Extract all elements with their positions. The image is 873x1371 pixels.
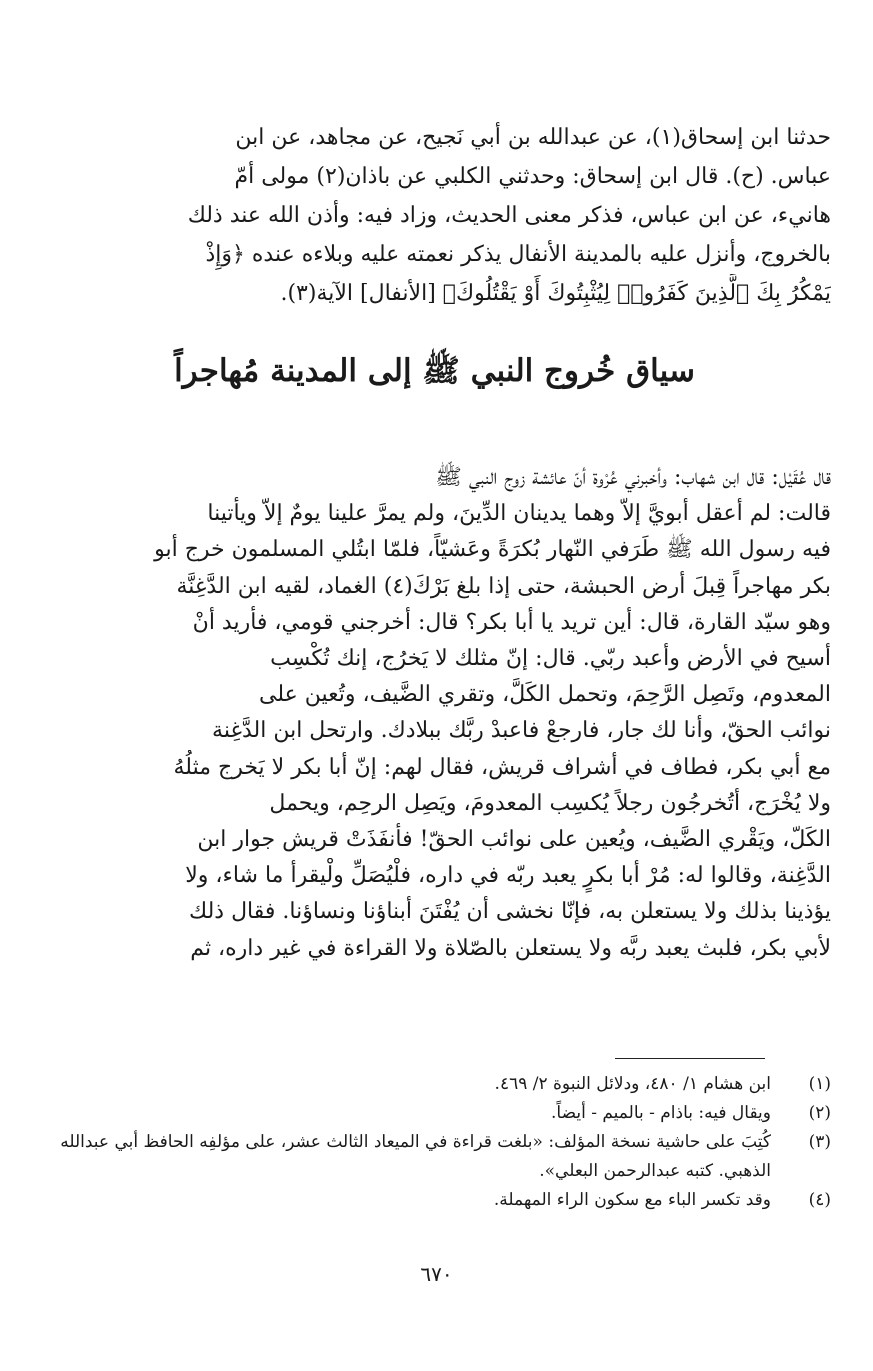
footnote-text: وقد تكسر الباء مع سكون الراء المهملة. (493, 1190, 771, 1210)
footnotes (60, 1070, 831, 1215)
text-line: عباس. (ح). قال ابن إسحاق: وحدثني الكلبي عن باذان(٢) مولى أمّ (234, 164, 831, 189)
text-line: ولا يُخْرَج، أتُخرجُون رجلاً يُكسِب المعدومَ، ويَصِل الرحِم، ويحمل (269, 790, 831, 816)
text-line: لأبي بكر، فلبث يعبد ربَّه ولا يستعلن بالصّلاة ولا القراءة في غير داره، ثم (190, 935, 831, 961)
footnote-item (60, 1186, 831, 1215)
text-line: يَمْكُرُ بِكَ ٱلَّذِينَ كَفَرُوا۟ لِيُثْبِتُوكَ أَوْ يَقْتُلُوكَ﴾ [الأنفال] الآية(٣). (280, 281, 831, 306)
text-line: قال عُقَيْل: قال ابن شهاب: وأخبرني عُرْوة أنّ عائشة زوج النبي ﷺ (435, 465, 831, 490)
footnote-number: (٤) (808, 1190, 831, 1210)
text-line: فيه رسول الله ﷺ طَرَفي النّهار بُكرَةً وعَشيّاً، فلمّا ابتُلي المسلمون خرج أبو (154, 537, 831, 563)
footnote-item (60, 1070, 831, 1099)
footnote-number: (٢) (808, 1103, 831, 1123)
footnote-text: ابن هشام ١/ ٤٨٠، ودلائل النبوة ٢/ ٤٦٩. (494, 1074, 771, 1094)
text-line: حدثنا ابن إسحاق(١)، عن عبدالله بن أبي نَجيح، عن مجاهد، عن ابن (235, 125, 831, 150)
main-paragraph (38, 460, 831, 967)
footnote-number: (٣) (808, 1132, 831, 1152)
intro-paragraph (38, 118, 831, 313)
text-line: هانيء، عن ابن عباس، فذكر معنى الحديث، وزاد فيه: وأذن الله عند ذلك (187, 203, 831, 228)
text-line: نوائب الحقّ، وأنا لك جار، فارجعْ فاعبدْ ربَّك ببلادك. وارتحل ابن الدَّغِنة (212, 718, 831, 744)
text-line: أسيح في الأرض وأعبد ربّي. قال: إنّ مثلك لا يَخرُج، إنك تُكْسِب (270, 646, 831, 672)
footnote-item (60, 1099, 831, 1128)
footnote-divider (615, 1058, 765, 1059)
text-line: قالت: لم أعقل أبويَّ إلاّ وهما يدينان الدِّينَ، ولم يمرَّ علينا يومٌ إلاّ ويأتينا (207, 501, 831, 527)
footnote-item (60, 1128, 831, 1186)
text-line: بالخروج، وأنزل عليه بالمدينة الأنفال يذكر نعمته عليه وبلاءه عنده ﴿وَإِذْ (205, 242, 831, 267)
text-line: الدَّغِنة، وقالوا له: مُرْ أبا بكرٍ يعبد ربّه في داره، فلْيُصَلِّ ولْيقرأ ما شاء، ولا (185, 863, 831, 889)
footnote-number: (١) (808, 1074, 831, 1094)
footnote-text: كُتِبَ على حاشية نسخة المؤلف: «بلغت قراءة في الميعاد الثالث عشر، على مؤلفِه الحافظ أبي عبدالله الذهبي. كتبه عبدالرحمن البعلي». (60, 1132, 771, 1181)
text-line: بكر مهاجراً قِبلَ أرض الحبشة، حتى إذا بلغ بَرْكَ(٤) الغماد، لقيه ابن الدَّغِنَّة (176, 573, 831, 599)
page-number: ٦٧٠ (420, 1262, 453, 1286)
text-line: يؤذينا بذلك ولا يستعلن به، فإنّا نخشى أن يُفْتَنَ أبناؤنا ونساؤنا. فقال ذلك (189, 899, 831, 925)
footnote-text: ويقال فيه: باذام - بالميم - أيضاً. (551, 1103, 771, 1123)
text-line: مع أبي بكر، فطاف في أشراف قريش، فقال لهم: إنّ أبا بكر لا يَخرج مثلُهُ (173, 754, 831, 780)
text-line: المعدوم، وتَصِل الرَّحِمَ، وتحمل الكَلَّ، وتقري الضَّيف، وتُعين على (259, 682, 831, 708)
text-line: وهو سيّد القارة، قال: أين تريد يا أبا بكر؟ قال: أخرجني قومي، فأريد أنْ (192, 609, 831, 635)
text-line: الكَلّ، ويَقْري الضَّيف، ويُعين على نوائب الحقّ! فأنفَذَتْ قريش جوار ابن (197, 827, 831, 853)
section-heading: سياق خُروج النبي ﷺ إلى المدينة مُهاجراً (174, 353, 695, 389)
